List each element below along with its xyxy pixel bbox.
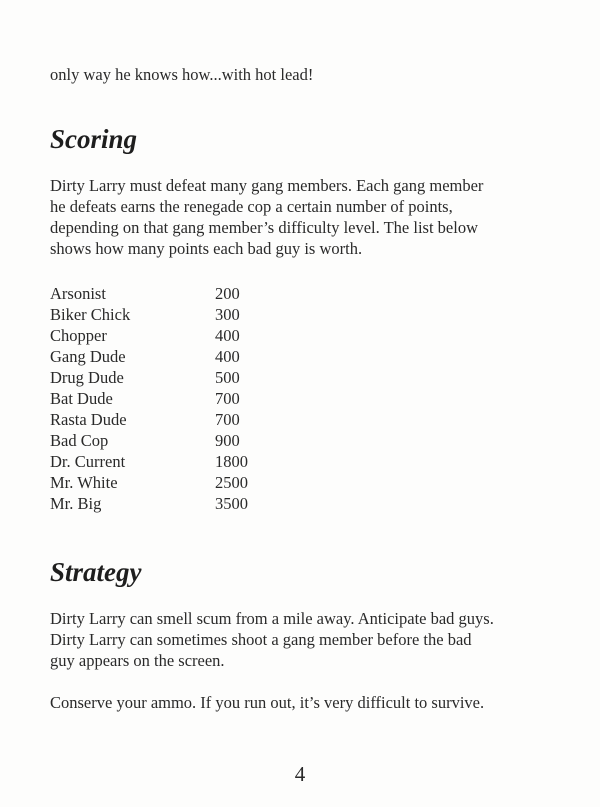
table-row bbox=[50, 409, 248, 430]
enemy-name: Drug Dude bbox=[50, 368, 124, 387]
enemy-name: Rasta Dude bbox=[50, 410, 127, 429]
strategy-line: Dirty Larry can smell scum from a mile away. Anticipate bad guys. bbox=[50, 609, 494, 628]
score-table bbox=[50, 283, 248, 514]
strategy-paragraph bbox=[50, 608, 560, 671]
enemy-name: Biker Chick bbox=[50, 305, 131, 324]
strategy-paragraph-2: Conserve your ammo. If you run out, it’s very difficult to survive. bbox=[50, 693, 485, 712]
table-row bbox=[50, 346, 248, 367]
enemy-points: 900 bbox=[215, 431, 240, 450]
enemy-points: 300 bbox=[215, 305, 240, 324]
page-content bbox=[50, 64, 560, 713]
enemy-points: 200 bbox=[215, 284, 240, 303]
table-row bbox=[50, 472, 248, 493]
enemy-points: 700 bbox=[215, 389, 240, 408]
strategy-heading: Strategy bbox=[50, 557, 142, 587]
scoring-heading: Scoring bbox=[50, 124, 138, 154]
enemy-name: Bad Cop bbox=[50, 431, 109, 450]
table-row bbox=[50, 388, 248, 409]
table-row bbox=[50, 367, 248, 388]
enemy-name: Arsonist bbox=[50, 284, 106, 303]
enemy-points: 1800 bbox=[215, 452, 248, 471]
table-row bbox=[50, 493, 248, 514]
enemy-points: 700 bbox=[215, 410, 240, 429]
enemy-name: Bat Dude bbox=[50, 389, 113, 408]
table-row bbox=[50, 304, 248, 325]
enemy-points: 2500 bbox=[215, 473, 248, 492]
enemy-name: Chopper bbox=[50, 326, 107, 345]
scoring-line: Dirty Larry must defeat many gang members. Each gang member bbox=[50, 176, 484, 195]
scoring-line: depending on that gang member’s difficulty level. The list below bbox=[50, 218, 478, 237]
enemy-name: Mr. White bbox=[50, 473, 118, 492]
enemy-name: Mr. Big bbox=[50, 494, 102, 513]
strategy-line: guy appears on the screen. bbox=[50, 651, 225, 670]
enemy-points: 3500 bbox=[215, 494, 248, 513]
scoring-line: shows how many points each bad guy is worth. bbox=[50, 239, 363, 258]
page-number: 4 bbox=[294, 762, 306, 786]
intro-text: only way he knows how...with hot lead! bbox=[50, 65, 314, 84]
enemy-name: Dr. Current bbox=[50, 452, 126, 471]
table-row bbox=[50, 325, 248, 346]
scoring-line: he defeats earns the renegade cop a certain number of points, bbox=[50, 197, 453, 216]
strategy-line: Dirty Larry can sometimes shoot a gang member before the bad bbox=[50, 630, 472, 649]
enemy-points: 400 bbox=[215, 326, 240, 345]
table-row bbox=[50, 451, 248, 472]
table-row bbox=[50, 430, 248, 451]
table-row bbox=[50, 283, 248, 304]
enemy-points: 500 bbox=[215, 368, 240, 387]
enemy-points: 400 bbox=[215, 347, 240, 366]
scoring-paragraph bbox=[50, 175, 560, 259]
enemy-name: Gang Dude bbox=[50, 347, 126, 366]
